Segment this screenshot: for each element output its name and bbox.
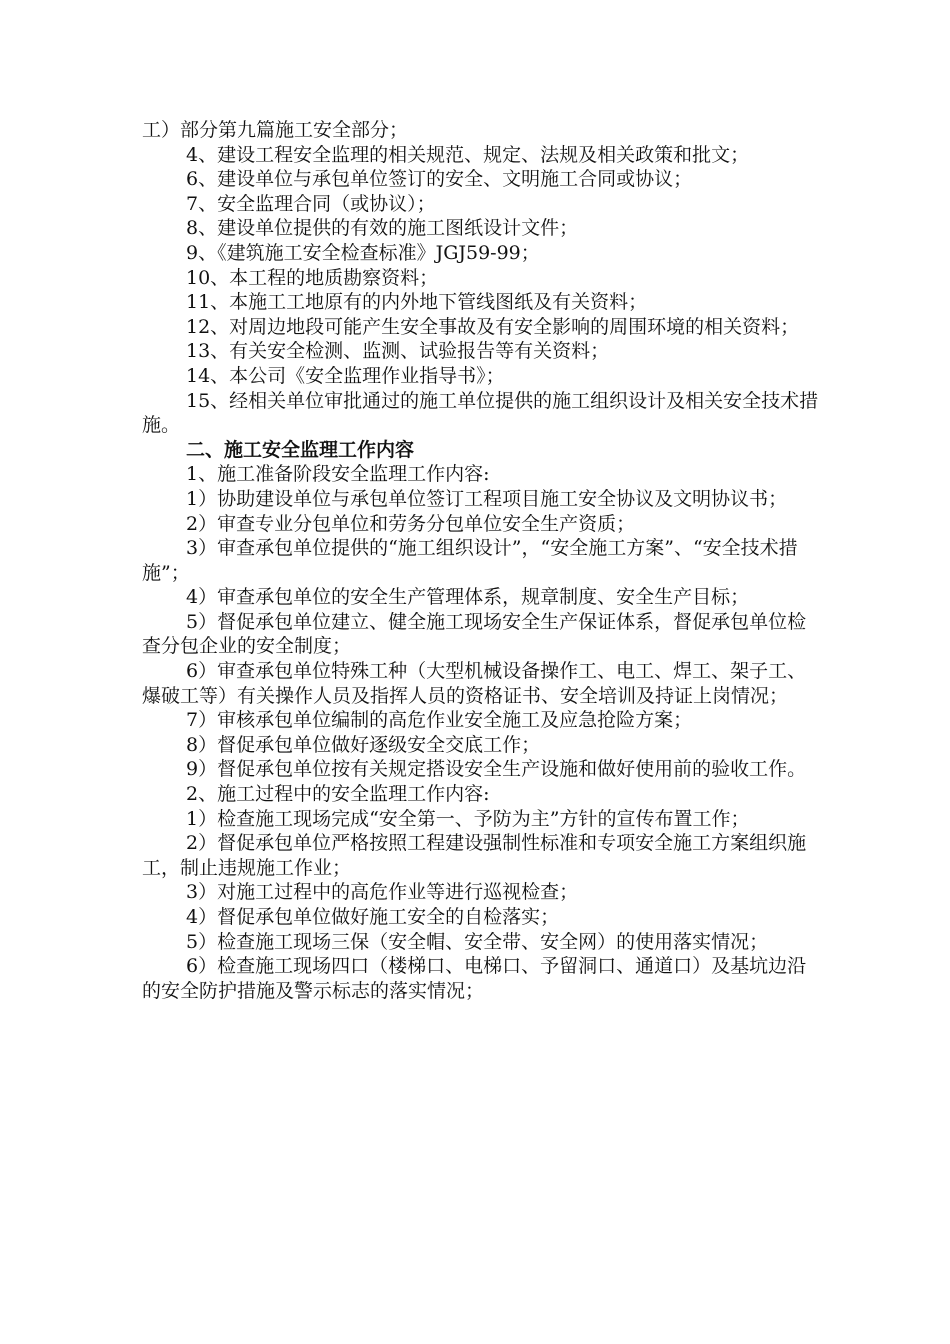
subsection-heading-1: 1、施工准备阶段安全监理工作内容:: [186, 463, 490, 486]
paragraph-prep-4: 4）审查承包单位的安全生产管理体系，规章制度、安全生产目标；: [186, 586, 750, 609]
paragraph-process-5: 5）检查施工现场三保（安全帽、安全带、安全网）的使用落实情况；: [186, 930, 769, 953]
paragraph-process-3: 3）对施工过程中的高危作业等进行巡视检查；: [186, 881, 579, 904]
paragraph-prep-2: 2）审查专业分包单位和劳务分包单位安全生产资质；: [186, 512, 636, 535]
paragraph-process-2: 2）督促承包单位严格按照工程建设强制性标准和专项安全施工方案组织施工，制止违规施工作业；: [142, 832, 807, 879]
paragraph-item-15: 15、经相关单位审批通过的施工单位提供的施工组织设计及相关安全技术措施。: [142, 389, 819, 437]
paragraph-prep-7: 7）审核承包单位编制的高危作业安全施工及应急抢险方案；: [186, 709, 693, 732]
section-heading: 二、施工安全监理工作内容: [186, 438, 415, 461]
paragraph-process-6: 6）检查施工现场四口（楼梯口、电梯口、予留洞口、通道口）及基坑边沿的安全防护措施及警示标志的落实情况；: [142, 955, 807, 1002]
paragraph-item-13: 13、有关安全检测、监测、试验报告等有关资料；: [186, 340, 610, 363]
document-page: [142, 118, 822, 1003]
paragraph-item-10: 10、本工程的地质勘察资料；: [186, 266, 439, 289]
paragraph-item-9: 9、《建筑施工安全检查标准》JGJ59-99；: [186, 241, 540, 264]
paragraph-process-1: 1）检查施工现场完成“安全第一、予防为主”方针的宣传布置工作；: [186, 807, 750, 830]
paragraph-item-6: 6、建设单位与承包单位签订的安全、文明施工合同或协议；: [186, 168, 693, 191]
subsection-heading-2: 2、施工过程中的安全监理工作内容:: [186, 783, 490, 806]
paragraph-item-8: 8、建设单位提供的有效的施工图纸设计文件；: [186, 217, 579, 240]
paragraph-process-4: 4）督促承包单位做好施工安全的自检落实；: [186, 906, 560, 928]
paragraph-item-7: 7、安全监理合同（或协议）；: [186, 192, 436, 215]
paragraph-prep-3: 3）审查承包单位提供的“施工组织设计”，“安全施工方案”、“安全技术措施”；: [142, 537, 798, 584]
paragraph-item-12: 12、对周边地段可能产生安全事故及有安全影响的周围环境的相关资料；: [186, 315, 800, 338]
paragraph-prep-6: 6）审查承包单位特殊工种（大型机械设备操作工、电工、焊工、架子工、爆破工等）有关操作人员及指挥人员的资格证书、安全培训及持证上岗情况；: [142, 660, 807, 707]
paragraph-item-14: 14、本公司《安全监理作业指导书》；: [186, 364, 505, 387]
paragraph-prep-8: 8）督促承包单位做好逐级安全交底工作；: [186, 733, 541, 756]
paragraph-prep-1: 1）协助建设单位与承包单位签订工程项目施工安全协议及文明协议书；: [186, 487, 788, 510]
paragraph-item-11: 11、本施工工地原有的内外地下管线图纸及有关资料；: [186, 291, 648, 314]
paragraph-prep-9: 9）督促承包单位按有关规定搭设安全生产设施和做好使用前的验收工作。: [186, 758, 807, 781]
paragraph-item-4: 4、建设工程安全监理的相关规范、规定、法规及相关政策和批文；: [186, 143, 750, 166]
paragraph-continuation: 工）部分第九篇施工安全部分；: [142, 119, 409, 141]
paragraph-prep-5: 5）督促承包单位建立、健全施工现场安全生产保证体系，督促承包单位检查分包企业的安全制度；: [142, 610, 807, 658]
